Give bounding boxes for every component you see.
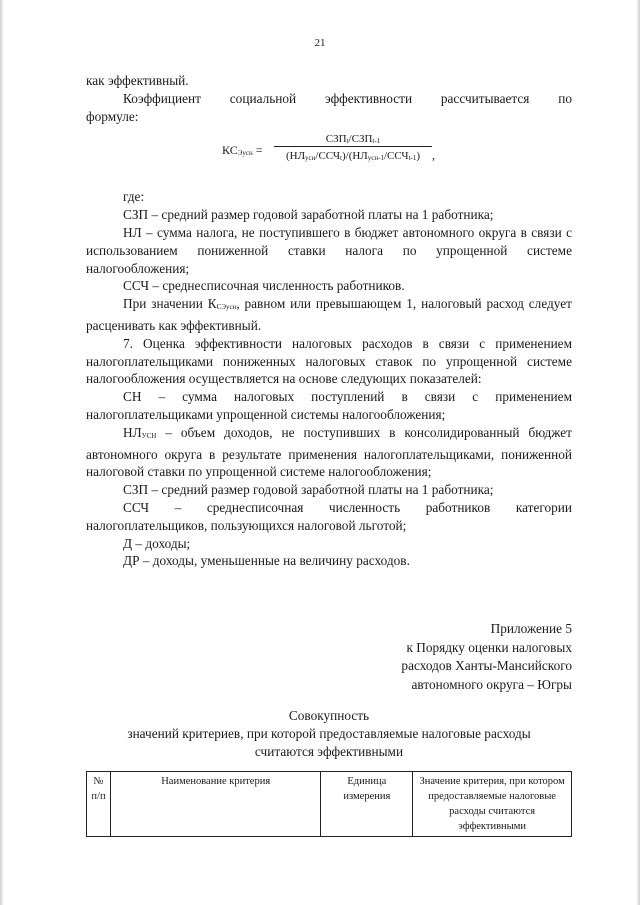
header-number xyxy=(87,772,111,837)
header-unit-line-2: измерения xyxy=(343,791,391,802)
def-sn: СН – сумма налоговых поступлений в связи с применением налогоплательщиками упрощенной системы налогообложения; xyxy=(86,389,572,422)
def-nl-usn xyxy=(86,424,572,481)
formula-den-4-sub: t-1 xyxy=(408,154,417,163)
formula-num-sep: /СЗП xyxy=(348,133,373,146)
formula-num-a: СЗП xyxy=(325,133,347,146)
fraction-bar xyxy=(274,146,432,147)
formula-equals: = xyxy=(252,143,263,158)
def-ssch: ССЧ – среднесписочная численность работников. xyxy=(123,278,405,294)
page-number: 21 xyxy=(314,37,326,49)
def-ssch-2: ССЧ – среднесписочная численность работников категории налогоплательщиков, пользующихся налоговой льготой; xyxy=(86,499,572,533)
def-szp: СЗП – средний размер годовой заработной платы на 1 работника; xyxy=(123,207,494,223)
header-number-line-2: п/п xyxy=(91,791,106,802)
nl-usn-text: – объем доходов, не поступивших в консолидированный бюджет автономного округа в результате применения налогоплательщиками, пониженной налоговой ставки по упрощенной системе налогообложения; xyxy=(86,424,572,480)
formula-den-2-sub: t xyxy=(340,154,342,163)
table-header-row xyxy=(87,772,572,837)
formula-lhs-subscript: Эусн xyxy=(237,149,253,158)
formula-den-1: (НЛ xyxy=(285,150,306,163)
title-line-2: значений критериев, при которой предоставляемые налоговые расходы xyxy=(127,726,531,741)
ks-para-subscript: СЭусн xyxy=(216,303,237,312)
section-title xyxy=(86,707,572,761)
formula-den-1-sub: усн xyxy=(305,154,316,163)
formula-den-4: /ССЧ xyxy=(383,150,409,163)
appendix-line-4: автономного округа – Югры xyxy=(411,676,572,692)
appendix-line-3: расходов Ханты-Мансийского xyxy=(401,658,572,673)
header-criterion-name: Наименование критерия xyxy=(110,772,320,837)
header-unit-line-1: Единица xyxy=(347,776,387,787)
formula-lhs-symbol: КС xyxy=(222,143,238,158)
formula-denominator xyxy=(274,148,432,168)
title-line-3: считаются эффективными xyxy=(254,744,404,759)
appendix-line-2: к Порядку оценки налоговых xyxy=(406,639,572,655)
paragraph-7: 7. Оценка эффективности налоговых расходов в связи с применением налогоплательщиками пониженных налоговых ставок по упрощенной системе налогообложения осуществляется на основе следующих показателей: xyxy=(86,335,572,387)
ks-threshold-paragraph xyxy=(86,295,572,335)
header-unit xyxy=(321,772,413,837)
formula-num-a-sub: t xyxy=(346,137,349,146)
formula-lhs xyxy=(222,142,262,163)
formula-den-5: ) xyxy=(416,150,421,163)
criteria-table xyxy=(86,771,572,837)
nl-usn-symbol: НЛ xyxy=(123,424,142,440)
scan-edge-left xyxy=(0,0,4,905)
where-label: где: xyxy=(123,189,145,205)
appendix-line-1: Приложение 5 xyxy=(490,621,572,636)
nl-usn-subscript: УСН xyxy=(141,431,157,440)
ks-para-text-a: При значении К xyxy=(123,296,217,312)
ks-para-text-b: , равном или превышающем 1, налоговый расход следует расценивать как эффективный. xyxy=(86,296,572,333)
continuation-line: как эффективный. xyxy=(86,73,189,88)
intro-tail: формуле: xyxy=(86,108,139,124)
formula-num-b-sub: t-1 xyxy=(372,137,381,146)
def-szp-2: СЗП – средний размер годовой заработной платы на 1 работника; xyxy=(123,482,494,498)
header-number-line-1: № xyxy=(93,776,104,787)
formula-den-2: /ССЧ xyxy=(315,150,341,163)
def-nl: НЛ – сумма налога, не поступившего в бюджет автономного округа в связи с использованием пониженной ставки налога по упрощенной системе налогообложения; xyxy=(86,224,572,276)
def-dr: ДР – доходы, уменьшенные на величину расходов. xyxy=(123,553,410,569)
formula-den-3-sub: усн-1 xyxy=(367,154,384,163)
appendix-header xyxy=(401,620,572,694)
header-criterion-value: Значение критерия, при котором предоставляемые налоговые расходы считаются эффективными xyxy=(413,772,572,837)
title-line-1: Совокупность xyxy=(288,708,370,723)
def-d: Д – доходы; xyxy=(123,535,191,551)
scan-edge-right xyxy=(636,0,640,905)
main-text xyxy=(86,72,572,570)
formula-comma: , xyxy=(432,148,435,163)
ks-formula xyxy=(86,131,572,181)
formula-den-3: )/(НЛ xyxy=(341,150,368,163)
intro-line: Коэффициент социальной эффективности рассчитывается по xyxy=(123,90,572,106)
